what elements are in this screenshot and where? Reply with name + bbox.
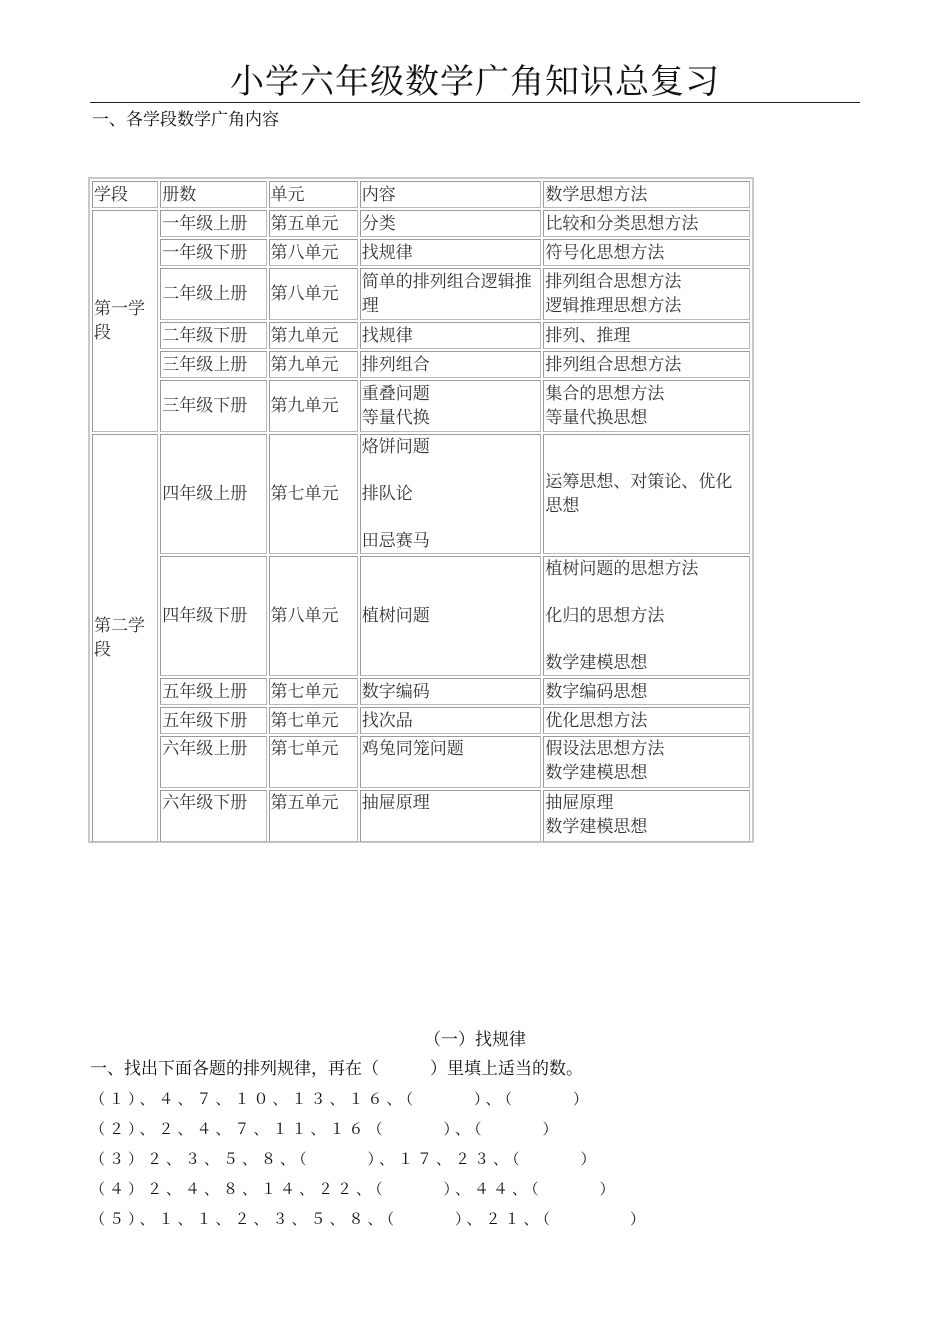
content-line: 田忌赛马 (361, 531, 430, 551)
content-cell: 植树问题 (360, 556, 542, 676)
header-stage: 学段 (92, 181, 158, 208)
method-cell: 符号化思想方法 (543, 239, 750, 266)
method-cell (543, 736, 750, 788)
book-cell: 六年级下册 (160, 790, 266, 842)
content-cell: 分类 (360, 210, 542, 237)
method-cell: 排列组合思想方法 (543, 351, 750, 378)
book-cell: 五年级下册 (160, 707, 266, 734)
header-content: 内容 (360, 181, 542, 208)
math-corner-table (88, 177, 754, 843)
question-3: （３）２、３、５、８、（ ）、１７、２３、（ ） (90, 1150, 600, 1168)
book-cell: 一年级上册 (160, 210, 266, 237)
part-1-instruction: 一、找出下面各题的排列规律，再在（ ）里填上适当的数。 (90, 1059, 583, 1079)
content-cell: 排列组合 (360, 351, 542, 378)
book-cell: 三年级上册 (160, 351, 266, 378)
question-5: （５）、１、１、２、３、５、８、（ ）、２１、（ ） (90, 1210, 650, 1228)
method-line: 数学建模思想 (545, 817, 648, 837)
question-2: （２）、２、４、７、１１、１６（ ）、（ ） (90, 1120, 562, 1138)
content-table (90, 179, 752, 844)
method-cell (543, 790, 750, 842)
content-cell: 鸡兔同笼问题 (360, 736, 542, 788)
unit-cell: 第八单元 (269, 556, 358, 676)
question-1: （１）、４、７、１０、１３、１６、（ ）、（ ） (90, 1090, 593, 1108)
unit-cell: 第九单元 (269, 351, 358, 378)
stage-1-cell: 第一学段 (92, 210, 158, 432)
method-cell: 优化思想方法 (543, 707, 750, 734)
unit-cell: 第九单元 (269, 322, 358, 349)
section-heading: 一、各学段数学广角内容 (92, 110, 279, 130)
part-1-title: （一）找规律 (424, 1030, 526, 1050)
content-cell: 数字编码 (360, 678, 542, 705)
content-line: 排队论 (361, 484, 413, 504)
unit-cell: 第七单元 (269, 678, 358, 705)
method-cell: 排列、推理 (543, 322, 750, 349)
method-line: 集合的思想方法 (545, 384, 665, 404)
content-cell: 找规律 (360, 239, 542, 266)
unit-cell: 第五单元 (269, 210, 358, 237)
method-cell (543, 268, 750, 320)
question-4: （４）２、４、８、１４、２２、（ ）、４４、（ ） (90, 1180, 619, 1198)
method-line: 假设法思想方法 (545, 739, 665, 759)
spacer (545, 628, 748, 651)
book-cell: 三年级下册 (160, 380, 266, 432)
method-cell: 数字编码思想 (543, 678, 750, 705)
book-cell: 四年级下册 (160, 556, 266, 676)
book-cell: 二年级上册 (160, 268, 266, 320)
method-line: 植树问题的思想方法 (545, 559, 699, 579)
unit-cell: 第九单元 (269, 380, 358, 432)
content-line: 烙饼问题 (361, 437, 430, 457)
header-book: 册数 (160, 181, 266, 208)
header-unit: 单元 (269, 181, 358, 208)
book-cell: 二年级下册 (160, 322, 266, 349)
content-cell (360, 380, 542, 432)
book-cell: 一年级下册 (160, 239, 266, 266)
method-line: 逻辑推理思想方法 (545, 296, 682, 316)
unit-cell: 第七单元 (269, 434, 358, 554)
spacer (545, 581, 748, 604)
content-line: 重叠问题 (361, 384, 430, 404)
unit-cell: 第五单元 (269, 790, 358, 842)
content-cell: 找次品 (360, 707, 542, 734)
content-cell: 简单的排列组合逻辑推理 (360, 268, 542, 320)
method-line: 抽屉原理 (545, 793, 614, 813)
book-cell: 五年级上册 (160, 678, 266, 705)
header-method: 数学思想方法 (543, 181, 750, 208)
unit-cell: 第八单元 (269, 239, 358, 266)
page-title: 小学六年级数学广角知识总复习 (230, 62, 720, 102)
method-cell (543, 380, 750, 432)
content-cell: 抽屉原理 (360, 790, 542, 842)
book-cell: 四年级上册 (160, 434, 266, 554)
method-line: 化归的思想方法 (545, 606, 665, 626)
method-cell: 运筹思想、对策论、优化思想 (543, 434, 750, 554)
content-line: 等量代换 (361, 408, 430, 428)
unit-cell: 第八单元 (269, 268, 358, 320)
method-cell: 比较和分类思想方法 (543, 210, 750, 237)
unit-cell: 第七单元 (269, 736, 358, 788)
spacer (362, 459, 540, 482)
method-line: 数学建模思想 (545, 763, 648, 783)
title-underline (90, 102, 860, 103)
method-line: 数学建模思想 (545, 653, 648, 673)
stage-2-cell: 第二学段 (92, 434, 158, 842)
method-cell (543, 556, 750, 676)
unit-cell: 第七单元 (269, 707, 358, 734)
content-cell: 找规律 (360, 322, 542, 349)
method-line: 等量代换思想 (545, 408, 648, 428)
book-cell: 六年级上册 (160, 736, 266, 788)
content-cell (360, 434, 542, 554)
method-line: 排列组合思想方法 (545, 272, 682, 292)
spacer (362, 506, 540, 529)
